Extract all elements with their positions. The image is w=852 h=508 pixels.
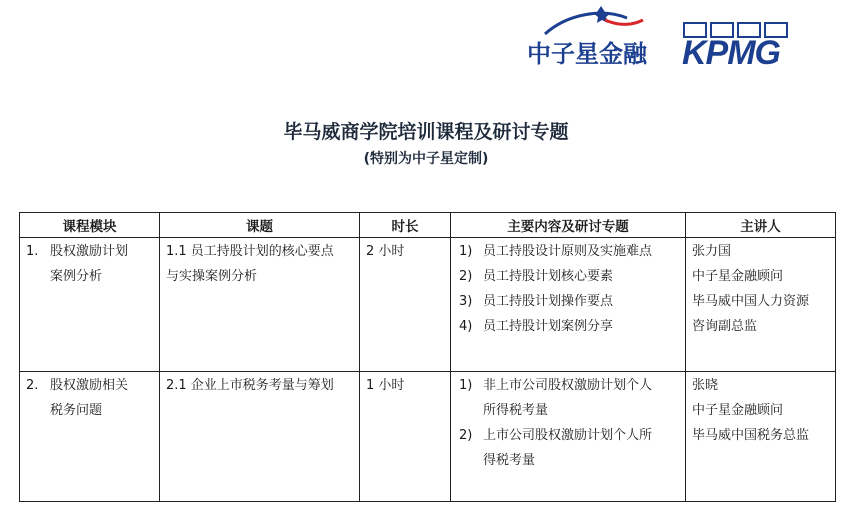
kpmg-logo-text: KPMG — [682, 34, 780, 72]
table-row — [20, 238, 836, 372]
content-item-number: 4) — [459, 319, 473, 334]
content-item-text: 非上市公司股权激励计划个人 — [483, 378, 653, 393]
header-content: 主要内容及研讨专题 — [451, 213, 686, 238]
content-item — [459, 314, 681, 339]
content-cell — [451, 372, 686, 502]
speaker-title: 咨询副总监 — [692, 319, 758, 334]
topic-text: 1.1 员工持股计划的核心要点 — [166, 244, 334, 259]
content-item-number: 1) — [459, 378, 473, 393]
table-header-row — [20, 213, 836, 238]
content-item-text: 所得税考量 — [483, 403, 549, 418]
page-subtitle: (特别为中子星定制) — [363, 151, 489, 167]
speaker-cell — [686, 238, 836, 372]
content-item — [459, 264, 681, 289]
content-item-number: 2) — [459, 428, 473, 443]
content-item-number: 3) — [459, 294, 473, 309]
kpmg-logo — [682, 22, 792, 72]
content-cell — [451, 238, 686, 372]
speaker-name: 张晓 — [692, 378, 719, 393]
content-item — [459, 239, 681, 264]
module-cell — [20, 238, 160, 372]
topic-cell — [160, 238, 360, 372]
page-title: 毕马威商学院培训课程及研讨专题 — [283, 121, 569, 143]
content-item-number: 1) — [459, 244, 473, 259]
content-item-text: 员工持股计划核心要素 — [483, 269, 614, 284]
module-cell — [20, 372, 160, 502]
topic-text: 2.1 企业上市税务考量与筹划 — [166, 378, 334, 393]
content-item-text: 员工持股计划案例分享 — [483, 319, 614, 334]
content-item — [459, 289, 681, 314]
duration-text: 2 小时 — [366, 244, 405, 259]
speaker-title: 毕马威中国人力资源 — [692, 294, 810, 309]
header-speaker: 主讲人 — [686, 213, 836, 238]
duration-text: 1 小时 — [366, 378, 405, 393]
module-text: 案例分析 — [50, 269, 103, 284]
header-module: 课程模块 — [20, 213, 160, 238]
course-table — [19, 212, 836, 502]
content-item-text: 上市公司股权激励计划个人所 — [483, 428, 653, 443]
content-item — [459, 423, 681, 473]
zhongzixing-logo-text: 中子星金融 — [527, 40, 647, 68]
module-text: 税务问题 — [50, 403, 103, 418]
duration-cell — [360, 238, 451, 372]
topic-cell — [160, 372, 360, 502]
module-text: 股权激励相关 — [50, 378, 129, 393]
header-topic: 课题 — [160, 213, 360, 238]
zhongzixing-logo — [527, 4, 659, 70]
content-item-text: 员工持股设计原则及实施难点 — [483, 244, 653, 259]
duration-cell — [360, 372, 451, 502]
content-item-text: 得税考量 — [483, 453, 536, 468]
module-text: 股权激励计划 — [50, 244, 129, 259]
content-item-text: 员工持股计划操作要点 — [483, 294, 614, 309]
topic-text: 与实操案例分析 — [166, 269, 258, 284]
module-number: 1. — [26, 244, 39, 259]
speaker-title: 毕马威中国税务总监 — [692, 428, 810, 443]
speaker-title: 中子星金融顾问 — [692, 403, 784, 418]
content-item-number: 2) — [459, 269, 473, 284]
table-row — [20, 372, 836, 502]
header-duration: 时长 — [360, 213, 451, 238]
speaker-cell — [686, 372, 836, 502]
module-number: 2. — [26, 378, 39, 393]
speaker-title: 中子星金融顾问 — [692, 269, 784, 284]
speaker-name: 张力国 — [692, 244, 732, 259]
content-item — [459, 373, 681, 423]
